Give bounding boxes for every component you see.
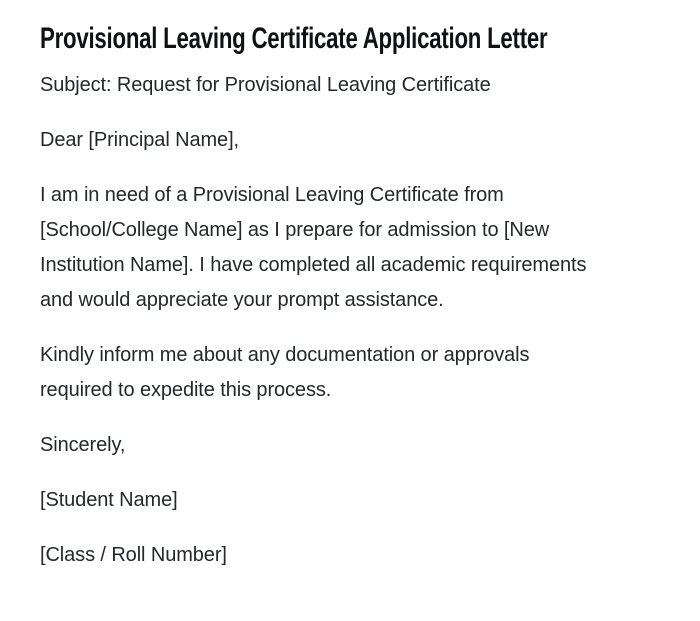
closing-text: Sincerely, bbox=[40, 434, 126, 456]
paragraph-line: required to expedite this process. bbox=[40, 379, 332, 401]
salutation-text: Dear [Principal Name], bbox=[40, 129, 239, 151]
subject-text: Subject: Request for Provisional Leaving Certificate bbox=[40, 74, 491, 96]
paragraph-line: Institution Name]. I have completed all academic requirements bbox=[40, 254, 587, 276]
body-paragraph-1 bbox=[40, 178, 660, 318]
paragraph-line: Kindly inform me about any documentation or approvals bbox=[40, 344, 530, 366]
paragraph-line: and would appreciate your prompt assistance. bbox=[40, 289, 444, 311]
signature-name bbox=[40, 483, 660, 518]
body-paragraph-2 bbox=[40, 338, 660, 408]
salutation bbox=[40, 123, 660, 158]
paragraph-line: I am in need of a Provisional Leaving Certificate from bbox=[40, 184, 504, 206]
signature-class-roll bbox=[40, 538, 660, 573]
page-title: Provisional Leaving Certificate Application Letter bbox=[40, 22, 548, 55]
paragraph-line: [School/College Name] as I prepare for admission to [New bbox=[40, 219, 550, 241]
signature-class-roll-text: [Class / Roll Number] bbox=[40, 544, 227, 566]
subject-line bbox=[40, 68, 660, 103]
signature-name-text: [Student Name] bbox=[40, 489, 178, 511]
closing bbox=[40, 428, 660, 463]
